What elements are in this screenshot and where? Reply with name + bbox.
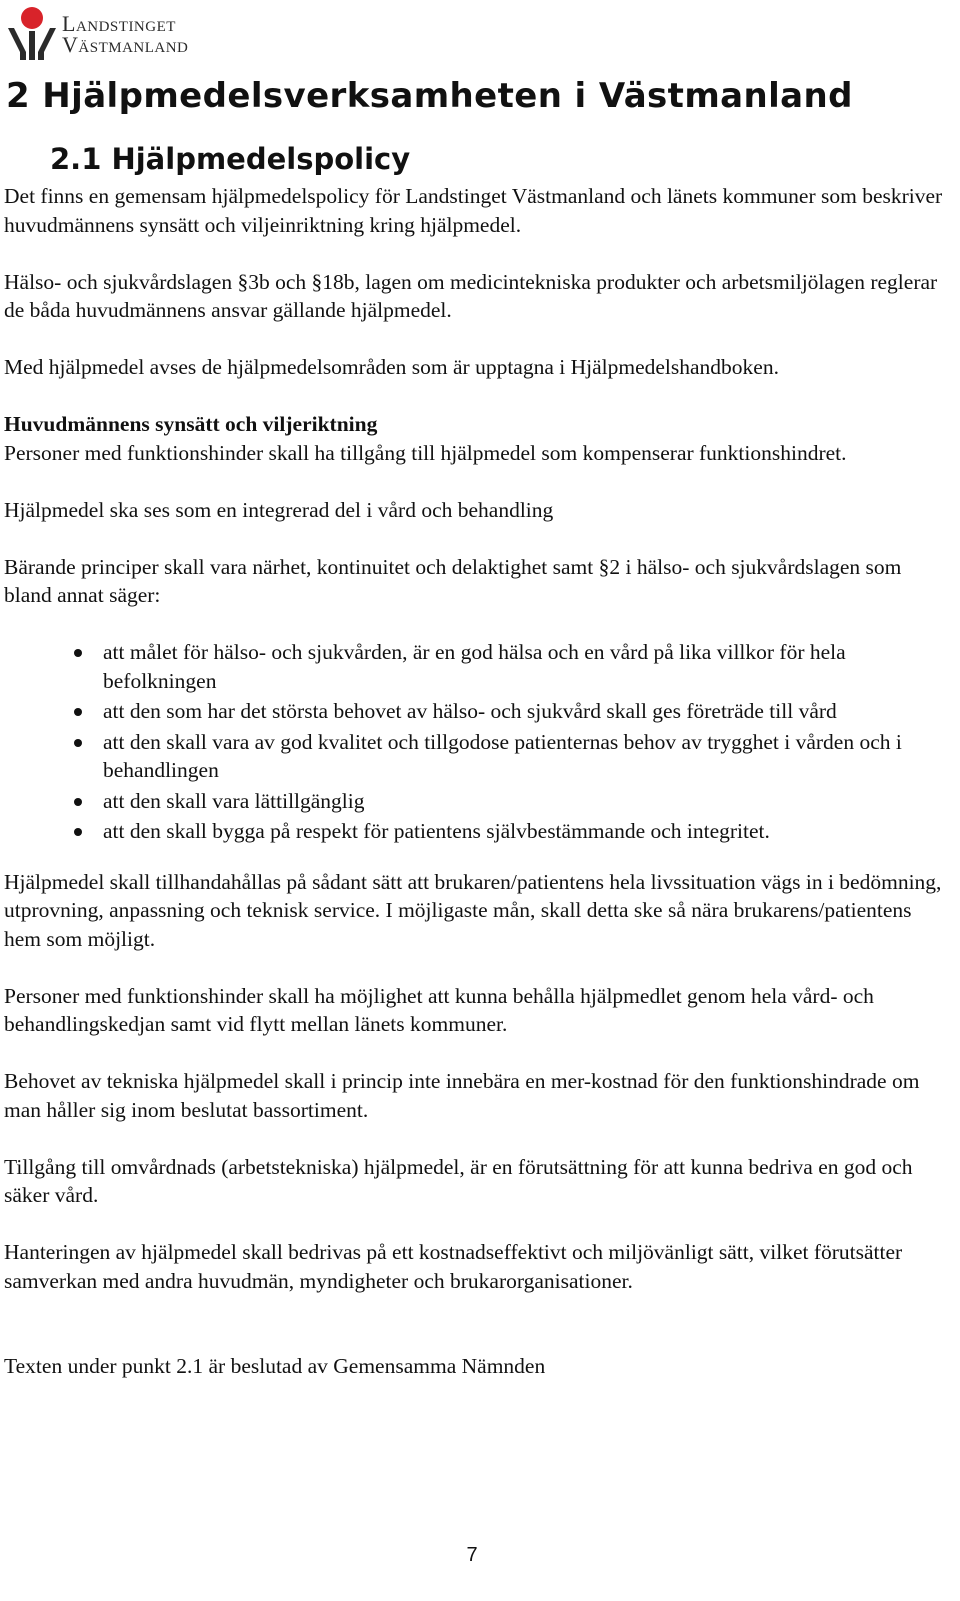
- paragraph: Behovet av tekniska hjälpmedel skall i princip inte innebära en mer-kostnad för den funktionshindrade om man håller sig inom beslutat bassortiment.: [4, 1069, 920, 1122]
- list-item: [4, 787, 944, 816]
- bullet-icon: [74, 828, 82, 836]
- paragraph: Personer med funktionshinder skall ha tillgång till hjälpmedel som kompenserar funktionshindret.: [4, 440, 847, 465]
- logo-line-2: Västmanland: [62, 32, 189, 57]
- paragraph: Hjälpmedel skall tillhandahållas på sådant sätt att brukaren/patientens hela livssituation vägs in i bedömning, utprovning, anpassning och teknisk service. I möjligaste mån, skall detta ske så nära brukarens/patientens hem som möjligt.: [4, 869, 942, 951]
- subheading: Huvudmännens synsätt och viljeriktning: [4, 412, 378, 436]
- bullet-icon: [74, 739, 82, 747]
- paragraph: Hjälpmedel ska ses som en integrerad del i vård och behandling: [4, 497, 554, 522]
- landstinget-logo: [4, 4, 188, 60]
- list-item-text: att den skall vara lättillgänglig: [103, 788, 365, 813]
- decision-note: Texten under punkt 2.1 är beslutad av Gemensamma Nämnden: [4, 1353, 546, 1378]
- list-item: [4, 638, 944, 695]
- list-item: [4, 697, 944, 726]
- logo-line-1: Landstinget: [62, 11, 176, 36]
- paragraph: Det finns en gemensam hjälpmedelspolicy för Landstinget Västmanland och länets kommuner som beskriver huvudmännens synsätt och viljeinriktning kring hjälpmedel.: [4, 184, 943, 237]
- landstinget-logo-icon: [4, 4, 60, 60]
- paragraph: Tillgång till omvårdnads (arbetstekniska) hjälpmedel, är en förutsättning för att kunna bedriva en god och säker vård.: [4, 1154, 913, 1207]
- bullet-icon: [74, 649, 82, 657]
- list-item: [4, 728, 944, 785]
- list-item-text: att målet för hälso- och sjukvården, är en god hälsa och en vård på lika villkor för hela befolkningen: [103, 640, 846, 693]
- list-item: [4, 817, 944, 846]
- list-item-text: att den skall bygga på respekt för patientens självbestämmande och integritet.: [103, 819, 770, 843]
- bullet-list: [4, 638, 944, 846]
- bullet-icon: [74, 708, 82, 716]
- paragraph: Hanteringen av hjälpmedel skall bedrivas på ett kostnadseffektivt och miljövänligt sätt, vilket förutsätter samverkan med andra huvudmän, myndigheter och brukarorganisationer.: [4, 1240, 903, 1293]
- paragraph: Bärande principer skall vara närhet, kontinuitet och delaktighet samt §2 i hälso- och sjukvårdslagen som bland annat säger:: [4, 554, 902, 607]
- list-item-text: att den skall vara av god kvalitet och tillgodose patienternas behov av trygghet i vården och i behandlingen: [103, 729, 902, 782]
- paragraph: Hälso- och sjukvårdslagen §3b och §18b, lagen om medicintekniska produkter och arbetsmiljölagen reglerar de båda huvudmännens ansvar gällande hjälpmedel.: [4, 269, 938, 322]
- spacer: [4, 1324, 944, 1352]
- page-number: 7: [466, 1544, 478, 1566]
- logo-text: [62, 13, 188, 55]
- bullet-icon: [74, 798, 82, 806]
- paragraph: Personer med funktionshinder skall ha möjlighet att kunna behålla hjälpmedlet genom hela vård- och behandlingskedjan samt vid flytt mellan länets kommuner.: [4, 983, 874, 1036]
- chapter-heading: 2 Hjälpmedelsverksamheten i Västmanland: [6, 76, 853, 116]
- body-text: [4, 182, 944, 1409]
- paragraph: Med hjälpmedel avses de hjälpmedelsområden som är upptagna i Hjälpmedelshandboken.: [4, 355, 779, 379]
- list-item-text: att den som har det största behovet av hälso- och sjukvård skall ges företräde till vård: [103, 699, 837, 723]
- section-heading: 2.1 Hjälpmedelspolicy: [50, 142, 411, 176]
